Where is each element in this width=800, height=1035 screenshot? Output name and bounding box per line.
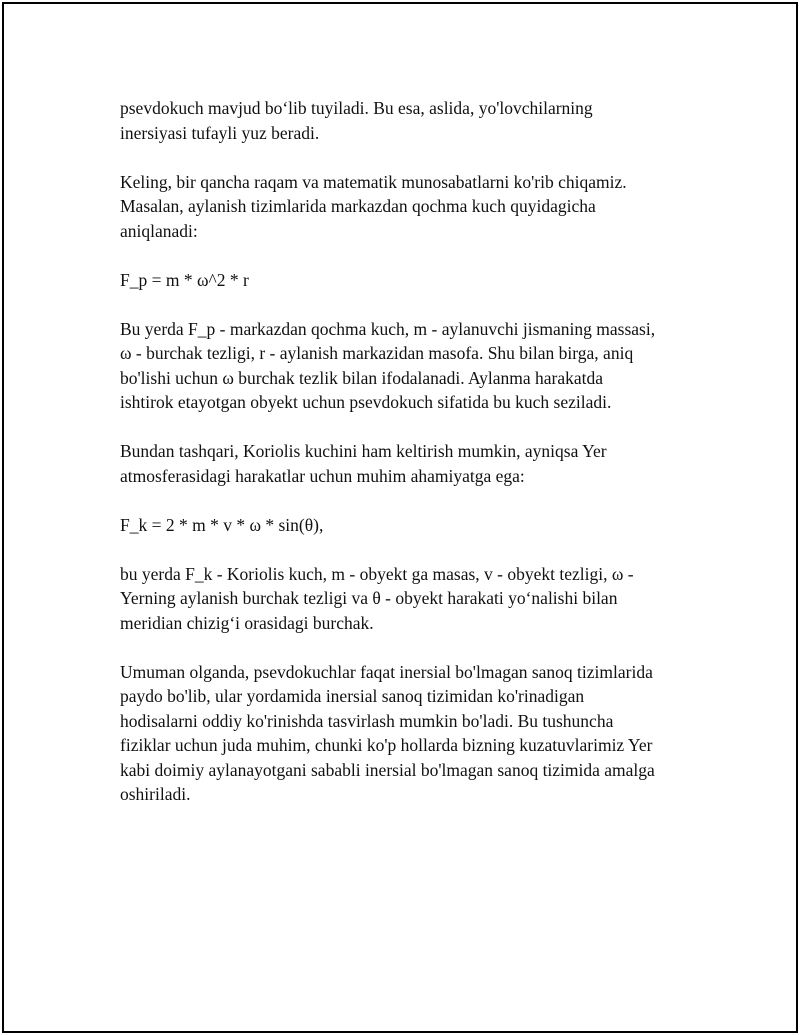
text-line: ω - burchak tezligi, r - aylanish markazidan masofa. Shu bilan birga, aniq (120, 343, 634, 363)
text-line: Keling, bir qancha raqam va matematik munosabatlarni ko'rib chiqamiz. (120, 171, 627, 192)
text-line: hodisalarni oddiy ko'rinishda tasvirlash mumkin bo'ladi. Bu tushuncha (120, 710, 614, 731)
paragraph-coriolis-explanation (120, 562, 690, 636)
text-line: atmosferasidagi harakatlar uchun muhim ahamiyatga ega: (120, 465, 525, 486)
paragraph-centrifugal-intro (120, 170, 690, 244)
text-line: paydo bo'lib, ular yordamida inersial sanoq tizimidan ko'rinadigan (120, 686, 585, 706)
paragraph-coriolis-intro (120, 439, 690, 488)
text-line: meridian chizig‘i orasidagi burchak. (120, 612, 374, 633)
text-line: Bu yerda F_p - markazdan qochma kuch, m - aylanuvchi jismaning massasi, (120, 318, 656, 339)
text-line: ishtirok etayotgan obyekt uchun psevdokuch sifatida bu kuch seziladi. (120, 392, 612, 412)
paragraph-conclusion (120, 660, 690, 807)
text-line: kabi doimiy aylanayotgani sababli inersial bo'lmagan sanoq tizimida amalga (120, 759, 655, 780)
text-line: aniqlanadi: (120, 220, 198, 241)
text-line: bo'lishi uchun ω burchak tezlik bilan ifodalanadi. Aylanma harakatda (120, 367, 603, 388)
text-line: Umuman olganda, psevdokuchlar faqat inersial bo'lmagan sanoq tizimlarida (120, 661, 653, 682)
text-line: oshiriladi. (120, 784, 191, 804)
text-line: Bundan tashqari, Koriolis kuchini ham keltirish mumkin, ayniqsa Yer (120, 441, 607, 461)
text-line: Yerning aylanish burchak tezligi va θ - obyekt harakati yo‘nalishi bilan (120, 588, 618, 608)
paragraph-intro (120, 96, 690, 145)
text-line: psevdokuch mavjud bo‘lib tuyiladi. Bu esa, aslida, yo'lovchilarning (120, 98, 593, 118)
text-line: bu yerda F_k - Koriolis kuch, m - obyekt ga masas, v - obyekt tezligi, ω - (120, 563, 634, 584)
text-line: fiziklar uchun juda muhim, chunki ko'p hollarda bizning kuzatuvlarimiz Yer (120, 735, 653, 755)
formula-line: F_k = 2 * m * v * ω * sin(θ), (120, 514, 324, 535)
paragraph-centrifugal-explanation (120, 317, 690, 415)
text-line: inersiyasi tufayli yuz beradi. (120, 122, 320, 143)
text-line: Masalan, aylanish tizimlarida markazdan qochma kuch quyidagicha (120, 196, 596, 216)
document-page (2, 2, 798, 1033)
formula-centrifugal (120, 268, 690, 293)
formula-coriolis (120, 513, 690, 538)
formula-line: F_p = m * ω^2 * r (120, 269, 249, 290)
document-body (120, 96, 690, 831)
